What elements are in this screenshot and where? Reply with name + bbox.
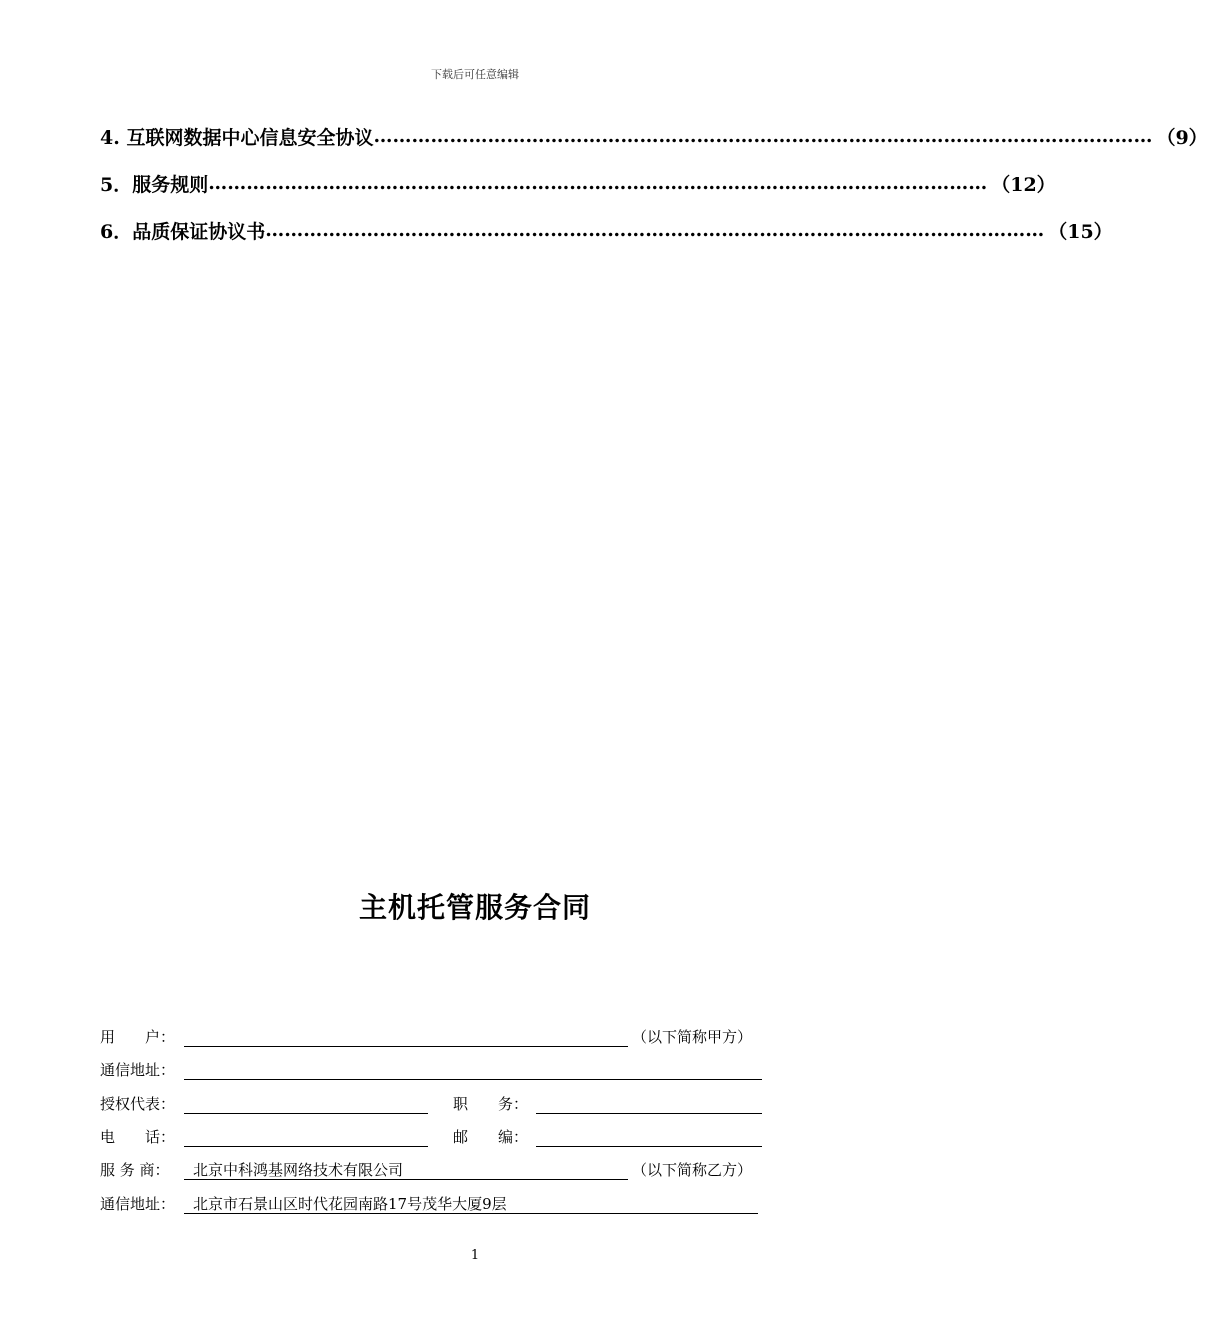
user-suffix: （以下简称甲方） (632, 1028, 753, 1046)
page-header: 下载后可任意编辑 (431, 68, 519, 81)
phone-input[interactable] (184, 1126, 428, 1147)
address-field-party-b (100, 1193, 800, 1215)
user-field (100, 1026, 800, 1048)
address-label: 通信地址： (100, 1061, 176, 1079)
position-input[interactable] (536, 1093, 762, 1114)
representative-field (100, 1093, 800, 1115)
toc-leader: …………………………………………………………………………………………………………… (373, 125, 1153, 147)
toc-item-label: 4. 互联网数据中心信息安全协议 (100, 126, 374, 149)
postcode-label: 邮 编： (453, 1128, 529, 1146)
provider-field (100, 1159, 800, 1181)
toc-leader: …………………………………………………………………………………………………………… (208, 172, 988, 194)
phone-field (100, 1126, 800, 1148)
address-value: 北京市石景山区时代花园南路17号茂华大厦9层 (193, 1195, 507, 1213)
address-input-party-a[interactable] (184, 1059, 762, 1080)
toc-item-page: （15） (1048, 220, 1113, 243)
toc-item-page: （12） (991, 173, 1056, 196)
position-label: 职 务： (453, 1095, 529, 1113)
address-input-party-b[interactable] (184, 1193, 758, 1214)
contract-title: 主机托管服务合同 (358, 891, 591, 924)
user-input[interactable] (184, 1026, 628, 1047)
postcode-input[interactable] (536, 1126, 762, 1147)
address-field-party-a (100, 1059, 800, 1081)
address-label: 通信地址： (100, 1195, 176, 1213)
provider-label: 服 务 商： (100, 1161, 170, 1179)
toc-item[interactable] (100, 216, 1113, 244)
toc-item-label: 6．品质保证协议书 (100, 220, 266, 243)
toc-item[interactable] (100, 122, 1208, 150)
provider-input[interactable] (184, 1159, 628, 1180)
page-number: 1 (470, 1248, 480, 1263)
user-label: 用 户： (100, 1028, 176, 1046)
toc-item-page: （9） (1156, 126, 1208, 149)
toc-leader: …………………………………………………………………………………………………………… (265, 219, 1045, 241)
toc-item[interactable] (100, 169, 1056, 197)
toc-item-label: 5．服务规则 (100, 173, 209, 196)
provider-suffix: （以下简称乙方） (632, 1161, 753, 1179)
representative-input[interactable] (184, 1093, 428, 1114)
phone-label: 电 话： (100, 1128, 176, 1146)
provider-value: 北京中科鸿基网络技术有限公司 (193, 1161, 404, 1179)
representative-label: 授权代表： (100, 1095, 176, 1113)
